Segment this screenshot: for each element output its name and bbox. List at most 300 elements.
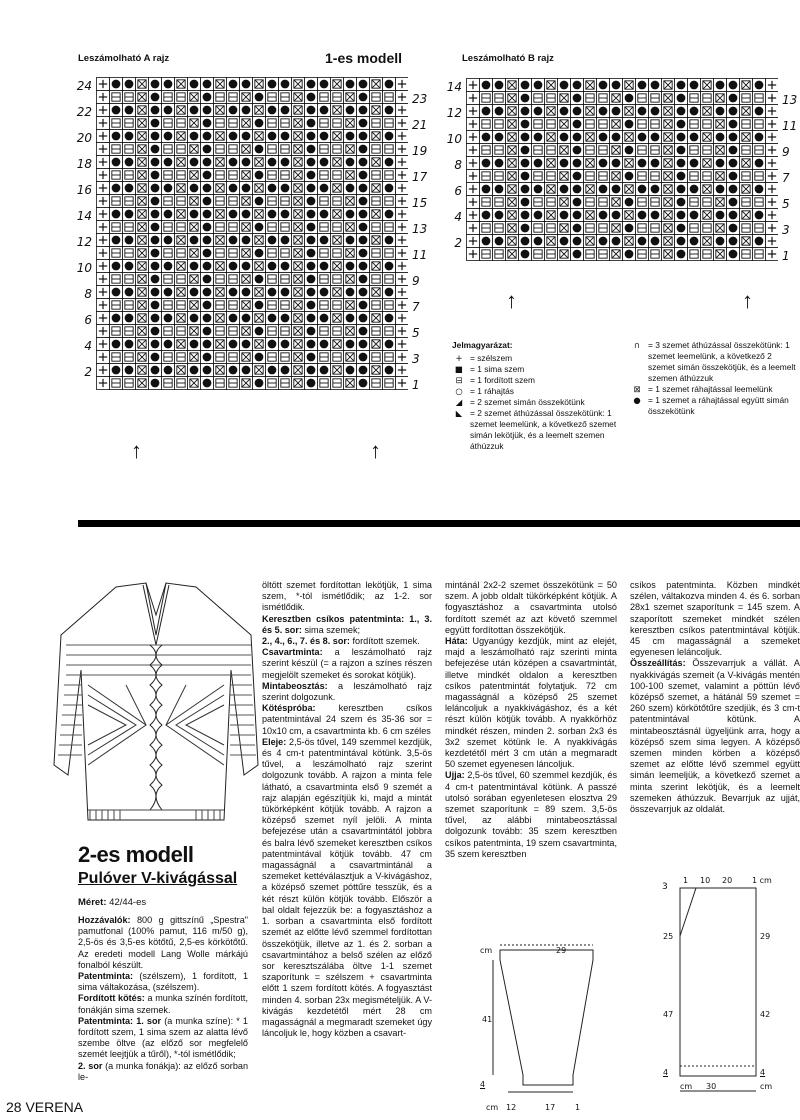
chart-cell <box>279 312 292 325</box>
chart-cell <box>370 143 383 156</box>
chart-cell <box>305 91 318 104</box>
chart-cell <box>292 325 305 338</box>
row-number: 10 <box>76 261 92 275</box>
chart-cell <box>110 325 123 338</box>
row-number: 19 <box>412 144 428 158</box>
row-number: 15 <box>412 196 428 210</box>
chart-cell <box>253 91 266 104</box>
chart-cell <box>396 169 409 182</box>
chart-cell <box>305 377 318 390</box>
chart-cell <box>597 157 610 170</box>
chart-cell <box>201 117 214 130</box>
chart-cell <box>357 312 370 325</box>
chart-cell <box>370 377 383 390</box>
chart-cell <box>188 260 201 273</box>
chart-cell <box>175 117 188 130</box>
chart-cell <box>558 209 571 222</box>
chart-cell <box>110 247 123 260</box>
chart-cell <box>136 182 149 195</box>
chart-cell <box>123 156 136 169</box>
chart-cell <box>279 182 292 195</box>
chart-cell <box>266 208 279 221</box>
chart-cell <box>331 338 344 351</box>
row-number: 6 <box>84 313 92 327</box>
chart-cell <box>227 325 240 338</box>
chart-cell <box>584 170 597 183</box>
chart-cell <box>396 78 409 91</box>
chart-cell <box>545 248 558 261</box>
chart-cell <box>188 286 201 299</box>
chart-cell <box>519 222 532 235</box>
chart-cell <box>123 286 136 299</box>
chart-cell <box>240 143 253 156</box>
chart-cell <box>162 143 175 156</box>
chart-cell <box>357 247 370 260</box>
chart-cell <box>266 195 279 208</box>
chart-cell <box>688 209 701 222</box>
chart-cell <box>318 182 331 195</box>
chart-cell <box>201 286 214 299</box>
chart-cell <box>136 130 149 143</box>
chart-cell <box>149 130 162 143</box>
chart-cell <box>123 195 136 208</box>
chart-cell <box>162 377 175 390</box>
chart-cell <box>331 156 344 169</box>
chart-cell <box>201 299 214 312</box>
chart-cell <box>467 170 480 183</box>
chart-cell <box>688 105 701 118</box>
chart-cell <box>519 79 532 92</box>
chart-cell <box>292 247 305 260</box>
chart-cell <box>636 196 649 209</box>
chart-cell <box>545 183 558 196</box>
chart-cell <box>688 170 701 183</box>
chart-cell <box>123 117 136 130</box>
chart-cell <box>123 169 136 182</box>
paragraph-heading: 2. sor <box>78 1060 103 1071</box>
chart-cell <box>97 286 110 299</box>
chart-cell <box>227 364 240 377</box>
chart-cell <box>162 78 175 91</box>
chart-cell <box>480 248 493 261</box>
chart-cell <box>331 221 344 234</box>
chart-cell <box>584 235 597 248</box>
chart-cell <box>675 235 688 248</box>
chart-cell <box>110 351 123 364</box>
chart-cell <box>318 156 331 169</box>
chart-cell <box>532 118 545 131</box>
sk2p-icon: ∩ <box>633 340 641 350</box>
chart-cell <box>740 144 753 157</box>
chart-cell <box>558 144 571 157</box>
chart-cell <box>279 286 292 299</box>
body-half-width: 30 <box>706 1082 717 1091</box>
chart-cell <box>97 351 110 364</box>
model1-title: 1-es modell <box>325 50 403 66</box>
k2tog-icon: ◢ <box>455 397 463 407</box>
chart-cell <box>480 118 493 131</box>
chart-cell <box>753 105 766 118</box>
chart-cell <box>584 248 597 261</box>
legend-title: Jelmagyarázat: <box>452 340 513 350</box>
chart-cell <box>136 156 149 169</box>
chart-cell <box>110 260 123 273</box>
chart-cell <box>610 131 623 144</box>
chart-cell <box>571 222 584 235</box>
chart-cell <box>357 351 370 364</box>
chart-cell <box>493 183 506 196</box>
chart-cell <box>136 351 149 364</box>
chart-cell <box>396 351 409 364</box>
text-column-3 <box>445 580 617 860</box>
chart-cell <box>610 92 623 105</box>
row-number: 17 <box>412 170 428 184</box>
chart-cell <box>383 299 396 312</box>
chart-cell <box>727 79 740 92</box>
paragraph <box>445 580 617 636</box>
chart-cell <box>727 118 740 131</box>
chart-cell <box>571 183 584 196</box>
chart-cell <box>662 196 675 209</box>
chart-cell <box>467 183 480 196</box>
chart-cell <box>123 104 136 117</box>
chart-cell <box>201 78 214 91</box>
chart-cell <box>214 325 227 338</box>
chart-cell <box>688 157 701 170</box>
chart-cell <box>214 221 227 234</box>
chart-cell <box>201 143 214 156</box>
chart-cell <box>370 247 383 260</box>
paragraph-text: (a munka fonákja): az előző sorban le- <box>78 1060 248 1082</box>
chart-cell <box>701 118 714 131</box>
chart-cell <box>123 78 136 91</box>
chart-cell <box>545 209 558 222</box>
chart-cell <box>357 195 370 208</box>
chart-cell <box>532 144 545 157</box>
chart-cell <box>714 222 727 235</box>
paragraph <box>78 1016 248 1061</box>
chart-cell <box>480 92 493 105</box>
chart-cell <box>519 118 532 131</box>
chart-cell <box>253 130 266 143</box>
chart-cell <box>649 92 662 105</box>
paragraph-heading: Keresztben csíkos patentminta: 1., 3. és 5. sor: <box>262 613 432 635</box>
chart-cell <box>227 143 240 156</box>
chart-cell <box>701 248 714 261</box>
chart-cell <box>123 247 136 260</box>
chart-cell <box>318 273 331 286</box>
paragraph <box>78 993 248 1015</box>
chart-cell <box>597 222 610 235</box>
chart-cell <box>344 377 357 390</box>
chart-cell <box>305 299 318 312</box>
chart-cell <box>675 157 688 170</box>
chart-cell <box>396 143 409 156</box>
chart-cell <box>597 118 610 131</box>
chart-cell <box>480 222 493 235</box>
chart-cell <box>136 273 149 286</box>
chart-cell <box>396 312 409 325</box>
body-top-d: 1 cm <box>752 876 772 885</box>
chart-cell <box>331 117 344 130</box>
chart-cell <box>123 325 136 338</box>
chart-cell <box>649 79 662 92</box>
chart-cell <box>175 364 188 377</box>
size-line <box>78 897 146 908</box>
chart-cell <box>240 247 253 260</box>
chart-cell <box>727 235 740 248</box>
chart-cell <box>753 248 766 261</box>
chart-cell <box>558 222 571 235</box>
chart-cell <box>636 105 649 118</box>
chart-cell <box>188 234 201 247</box>
row-number: 11 <box>782 119 798 133</box>
chart-cell <box>357 78 370 91</box>
chart-cell <box>506 131 519 144</box>
chart-cell <box>149 377 162 390</box>
row-number: 1 <box>412 378 420 392</box>
chart-cell <box>175 78 188 91</box>
chart-cell <box>292 312 305 325</box>
chart-cell <box>558 92 571 105</box>
chart-cell <box>136 338 149 351</box>
chart-cell <box>136 286 149 299</box>
chart-cell <box>506 79 519 92</box>
chart-cell <box>383 247 396 260</box>
chart-cell <box>331 325 344 338</box>
chart-cell <box>519 170 532 183</box>
chart-cell <box>123 130 136 143</box>
row-number: 6 <box>454 184 462 198</box>
chart-cell <box>175 338 188 351</box>
chart-cell <box>383 221 396 234</box>
chart-cell <box>740 209 753 222</box>
chart-cell <box>123 234 136 247</box>
chart-cell <box>357 221 370 234</box>
chart-cell <box>136 325 149 338</box>
chart-cell <box>227 286 240 299</box>
chart-cell <box>110 338 123 351</box>
chart-cell <box>292 156 305 169</box>
chart-cell <box>740 118 753 131</box>
chart-cell <box>740 183 753 196</box>
chart-cell <box>740 248 753 261</box>
chart-cell <box>318 169 331 182</box>
chart-cell <box>305 338 318 351</box>
chart-cell <box>344 286 357 299</box>
chart-cell <box>344 195 357 208</box>
chart-cell <box>493 131 506 144</box>
chart-cell <box>149 208 162 221</box>
chart-cell <box>623 131 636 144</box>
chart-cell <box>493 157 506 170</box>
chart-cell <box>396 286 409 299</box>
chart-cell <box>649 235 662 248</box>
chart-cell <box>175 351 188 364</box>
chart-cell <box>571 170 584 183</box>
chart-cell <box>214 351 227 364</box>
chart-cell <box>253 117 266 130</box>
chart-cell <box>571 157 584 170</box>
paragraph <box>78 1061 248 1083</box>
chart-cell <box>740 92 753 105</box>
chart-cell <box>253 364 266 377</box>
chart-cell <box>214 78 227 91</box>
chart-cell <box>149 312 162 325</box>
chart-cell <box>305 247 318 260</box>
chart-cell <box>188 182 201 195</box>
chart-cell <box>714 209 727 222</box>
chart-cell <box>279 273 292 286</box>
chart-cell <box>305 325 318 338</box>
chart-cell <box>610 170 623 183</box>
row-number: 3 <box>412 352 420 366</box>
chart-cell <box>357 273 370 286</box>
chart-cell <box>227 182 240 195</box>
chart-cell <box>740 196 753 209</box>
chart-cell <box>753 209 766 222</box>
row-number: 24 <box>76 79 92 93</box>
chart-cell <box>318 364 331 377</box>
chart-cell <box>597 131 610 144</box>
chart-cell <box>214 377 227 390</box>
chart-cell <box>662 235 675 248</box>
chart-cell <box>214 104 227 117</box>
chart-cell <box>318 195 331 208</box>
chart-cell <box>701 196 714 209</box>
chart-cell <box>636 131 649 144</box>
legend-item: = 2 szemet simán összekötünk <box>470 397 585 407</box>
chart-cell <box>214 130 227 143</box>
chart-cell <box>331 377 344 390</box>
chart-cell <box>383 78 396 91</box>
chart-cell <box>227 260 240 273</box>
chart-cell <box>675 118 688 131</box>
chart-cell <box>240 312 253 325</box>
chart-cell <box>201 91 214 104</box>
chart-cell <box>292 182 305 195</box>
chart-cell <box>383 195 396 208</box>
chart-cell <box>240 208 253 221</box>
chart-cell <box>675 209 688 222</box>
chart-cell <box>227 312 240 325</box>
chart-cell <box>727 170 740 183</box>
chart-cell <box>149 273 162 286</box>
paragraph-heading: Mintabeosztás: <box>262 680 328 691</box>
chart-cell <box>727 222 740 235</box>
chart-cell <box>227 221 240 234</box>
body-top-c: 20 <box>722 876 733 885</box>
chart-cell <box>97 104 110 117</box>
chart-cell <box>266 91 279 104</box>
chart-cell <box>266 260 279 273</box>
chart-cell <box>240 91 253 104</box>
chart-cell <box>318 351 331 364</box>
chart-cell <box>396 247 409 260</box>
chart-cell <box>149 117 162 130</box>
chart-cell <box>727 131 740 144</box>
chart-cell <box>370 208 383 221</box>
chart-cell <box>467 222 480 235</box>
chart-cell <box>344 104 357 117</box>
chart-cell <box>188 273 201 286</box>
chart-cell <box>240 117 253 130</box>
chart-cell <box>149 182 162 195</box>
chart-cell <box>519 235 532 248</box>
body-top-a: 1 <box>683 876 689 885</box>
chart-cell <box>331 91 344 104</box>
legend-item: = 1 sima szem <box>470 364 525 374</box>
chart-cell <box>383 169 396 182</box>
chart-cell <box>753 222 766 235</box>
chart-cell <box>162 169 175 182</box>
chart-cell <box>214 247 227 260</box>
chart-cell <box>201 312 214 325</box>
chart-cell <box>201 169 214 182</box>
chart-cell <box>331 247 344 260</box>
chart-cell <box>305 351 318 364</box>
chart-cell <box>357 286 370 299</box>
chart-cell <box>266 117 279 130</box>
chart-cell <box>279 247 292 260</box>
chart-cell <box>753 144 766 157</box>
chart-cell <box>727 92 740 105</box>
chart-cell <box>214 299 227 312</box>
chart-cell <box>123 260 136 273</box>
chart-cell <box>714 183 727 196</box>
chart-cell <box>597 209 610 222</box>
row-number: 9 <box>782 145 790 159</box>
chart-cell <box>331 169 344 182</box>
chart-cell <box>149 143 162 156</box>
chart-cell <box>357 156 370 169</box>
chart-cell <box>649 222 662 235</box>
chart-cell <box>214 208 227 221</box>
chart-cell <box>214 312 227 325</box>
chart-cell <box>279 299 292 312</box>
chart-cell <box>188 117 201 130</box>
row-number: 13 <box>782 93 798 107</box>
chart-cell <box>636 144 649 157</box>
chart-cell <box>305 130 318 143</box>
chart-cell <box>532 157 545 170</box>
chart-cell <box>396 364 409 377</box>
chart-cell <box>240 195 253 208</box>
sleeve-top-width: 29 <box>556 946 567 955</box>
chart-cell <box>227 169 240 182</box>
chart-cell <box>292 364 305 377</box>
chart-cell <box>396 234 409 247</box>
chart-cell <box>162 325 175 338</box>
legend-item: = szélszem <box>470 353 513 363</box>
chart-cell <box>162 195 175 208</box>
chart-cell <box>357 260 370 273</box>
chart-cell <box>649 157 662 170</box>
chart-cell <box>558 170 571 183</box>
chart-cell <box>636 92 649 105</box>
chart-cell <box>305 260 318 273</box>
chart-cell <box>279 143 292 156</box>
chart-cell <box>396 377 409 390</box>
chart-b-label: Leszámolható B rajz <box>462 53 554 64</box>
row-number: 2 <box>84 365 92 379</box>
chart-cell <box>714 248 727 261</box>
chart-cell <box>636 157 649 170</box>
chart-cell <box>558 118 571 131</box>
chart-cell <box>383 351 396 364</box>
chart-cell <box>149 195 162 208</box>
chart-cell <box>201 364 214 377</box>
